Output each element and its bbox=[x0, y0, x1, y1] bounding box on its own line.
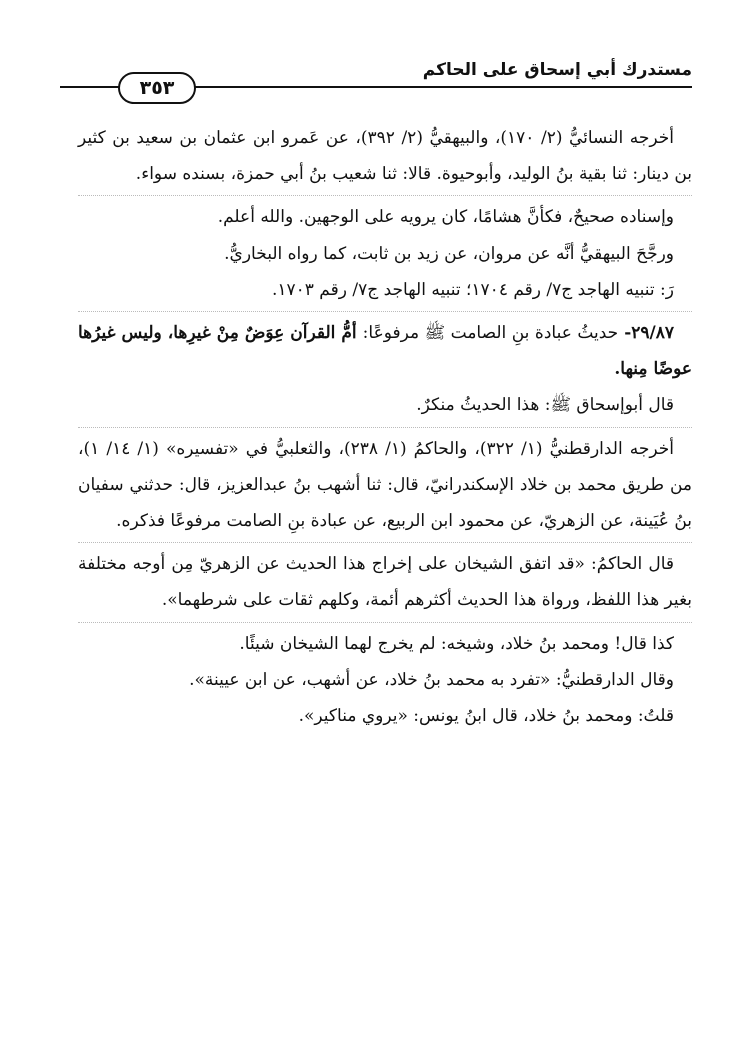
paragraph-hakim-quote: قال الحاكمُ: «قد اتفق الشيخان على إخراج هذا الحديث عن الزهريّ مِن أوجه مختلفة بغير هذا اللفظ، ورواة هذا الحديث أكثرهم أئمة، وكلهم ثقات على شرطهما». bbox=[78, 554, 692, 611]
hadith-heading bbox=[78, 315, 692, 387]
paragraph-takhrij-daraqutni: أخرجه الدارقطنيُّ (١/ ٣٢٢)، والحاكمُ (١/ ٢٣٨)، والثعلبيُّ في «تفسيره» (١/ ١٤/ ١)، من طريق محمد بن خلاد الإسكندرانيّ، قال: ثنا أشهب بنُ عبدالعزيز، قال: حدثني سفيان بنُ عُيَينة، عن الزهريّ، عن محمود ابن الربيع، عن عبادة بنِ الصامت مرفوعًا فذكره. bbox=[78, 438, 692, 532]
paragraph-kadha-qal: كذا قال! ومحمد بنُ خلاد، وشيخه: لم يخرج لهما الشيخان شيئًا. bbox=[239, 633, 674, 654]
hadith-number: ٢٩/٨٧- bbox=[624, 323, 674, 344]
paragraph-qultu: قلتُ: ومحمد بنُ خلاد، قال ابنُ يونس: «يروي مناكير». bbox=[298, 706, 674, 727]
page-number-badge: ٣٥٣ bbox=[118, 72, 196, 104]
hadith-intro: حديثُ عبادة بنِ الصامت ﷺ مرفوعًا: bbox=[362, 323, 619, 344]
hadith-text: أمُّ القرآن عِوَضٌ مِنْ غيرِها، وليس غيرُها عوضًا مِنها. bbox=[78, 323, 692, 380]
paragraph-takhrij-nasai: أخرجه النسائيُّ (٢/ ١٧٠)، والبيهقيُّ (٢/ ٣٩٢)، عن عَمرو ابن عثمان بن سعيد بن كثير بن دينار: ثنا بقية بنُ الوليد، وأبوحيوة. قالا: ثنا شعيب بنُ أبي حمزة، بسنده سواء. bbox=[78, 128, 692, 185]
paragraph-abu-ishaq-ruling: قال أبوإسحاق ﷺ: هذا الحديثُ منكرٌ. bbox=[416, 395, 674, 416]
paragraph-isnad-sahih: وإسناده صحيحٌ، فكأنَّ هشامًا، كان يرويه على الوجهين. والله أعلم. bbox=[217, 207, 674, 228]
divider bbox=[78, 195, 692, 196]
running-title: مستدرك أبي إسحاق على الحاكم bbox=[422, 60, 692, 80]
divider bbox=[78, 311, 692, 312]
paragraph-bayhaqi-tarjih: ورجَّحَ البيهقيُّ أنَّه عن مروان، عن زيد بن ثابت، كما رواه البخاريُّ. bbox=[224, 243, 674, 264]
paragraph-daraqutni-quote: وقال الدارقطنيُّ: «تفرد به محمد بنُ خلاد، عن أشهب، عن ابن عيينة». bbox=[189, 669, 674, 690]
paragraph-reference: رَ: تنبيه الهاجد ج٧/ رقم ١٧٠٤؛ تنبيه الهاجد ج٧/ رقم ١٧٠٣. bbox=[271, 279, 674, 300]
divider bbox=[78, 622, 692, 623]
divider bbox=[78, 427, 692, 428]
divider bbox=[78, 542, 692, 543]
page-header bbox=[60, 56, 692, 99]
page-body bbox=[78, 120, 692, 734]
